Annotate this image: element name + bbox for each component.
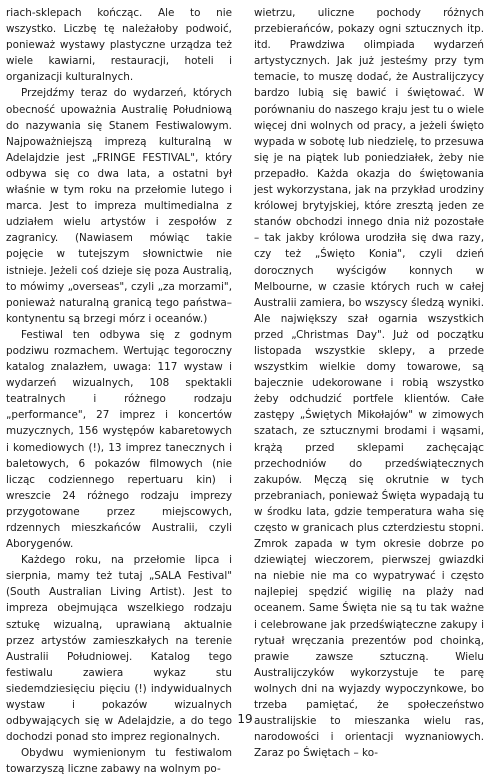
page-number: 19 bbox=[237, 712, 253, 726]
paragraph: Przejdźmy teraz do wydarzeń, których obecność upoważnia Australię Południową do nazywania się Stanem Festiwalowym. Najpoważniejszą imprezą kulturalną w Adelajdzie jest „FRINGE FESTIVAL", który odbywa się co dwa lata, a ostatni był właśnie w tym roku na przełomie lutego i marca. Jest to impreza multimedialna z udziałem wielu artystów i zespołów z zagranicy. (Nawiasem mówiąc takie pojęcie w tutejszym słownictwie nie istnieje. Jeżeli coś dzieje się poza Australią, to mówimy „overseas", czyli „za morzami", ponieważ naturalną granicą tego państwa–kontynentu są brzegi mórz i oceanów.) bbox=[6, 87, 232, 325]
paragraph: riach-sklepach kończąc. Ale to nie wszystko. Liczbę tę należałoby podwoić, ponieważ wystawy plastyczne urządza też wiele kawiarni, restauracji, hoteli i organizacji kulturalnych. bbox=[6, 7, 232, 84]
left-text-column bbox=[6, 5, 232, 778]
paragraph: wietrzu, uliczne pochody różnych przebierańców, pokazy ogni sztucznych itp. itd. Prawdziwa olimpiada wydarzeń artystycznych. Jak już jesteśmy przy tym temacie, to muszę dodać, że Australijczycy bardzo lubią się bawić i świętować. W porównaniu do naszego kraju jest tu o wiele więcej dni wolnych od pracy, a jeżeli święto wypada w sobotę lub niedzielę, to przesuwa się je na piątek lub poniedziałek, żeby nie przepadło. Każda okazja do świętowania jest wykorzystana, jak na przykład urodziny królowej brytyjskiej, które zresztą jeden ze stanów obchodzi innego dnia niż pozostałe – tak jakby królowa urodziła się dwa razy, czy też „Święto Konia", czyli dzień dorocznych wyścigów konnych w Melbourne, w czasie których ruch w całej Australii zamiera, bo wszyscy śledzą wyniki. Ale największy szał ogarnia wszystkich przed „Christmas Day". Już od początku listopada wszystkie sklepy, a przede wszystkim wielkie domy towarowe, są bajecznie udekorowane i robią wszystko żeby odchudzić portfele klientów. Całe zastępy „Świętych Mikołajów" w zimowych szatach, ze sztucznymi brodami i wąsami, krążą przed sklepami zachęcając przechodniów do przedświątecznych zakupów. Męczą się okrutnie w tych przebraniach, ponieważ Święta wypadają tu w środku lata, gdzie temperatura waha się często w granicach plus czterdziestu stopni. Zmrok zapada w tym okresie dobrze po dziewiątej wieczorem, pierwszej gwiazdki na niebie nie ma co wypatrywać i często najlepiej spędzić wigilię na plaży nad oceanem. Same Święta nie są tu tak ważne i celebrowane jak przedświąteczne zakupy i rytuał wręczania prezentów pod choinką, prawie zawsze sztuczną. Wielu Australijczyków wykorzystuje te parę wolnych dni na wyjazdy wypoczynkowe, bo trzeba pamiętać, że społeczeństwo australijskie to mieszanka wielu ras, narodowości i orientacji wyznaniowych. Zaraz po Świętach – ko- bbox=[254, 7, 484, 760]
paragraph: Każdego roku, na przełomie lipca i sierpnia, mamy też tutaj „SALA Festival" (South Australian Living Artist). Jest to impreza obejmująca wszelkiego rodzaju sztukę wizualną, uprawianą aktualnie przez artystów zamieszkałych na terenie Australii Południowej. Katalog tego festiwalu zawiera wykaz stu siedemdziesięciu pięciu (!) indywidualnych wystaw i pokazów wizualnych odbywających się w Adelajdzie, a do tego dochodzi ponad sto imprez regionalnych. bbox=[6, 554, 232, 744]
right-text-column bbox=[254, 5, 484, 761]
paragraph: Festiwal ten odbywa się z godnym podziwu rozmachem. Wertując tegoroczny katalog znalazłem, uwaga: 117 wystaw i wydarzeń wizualnych, 108 spektakli teatralnych i różnego rodzaju „performance", 27 imprez i koncertów muzycznych, 156 występów kabaretowych i komediowych (!), 13 imprez tanecznych i baletowych, 6 pokazów filmowych (nie licząc codziennego repertuaru kin) i wreszcie 24 różnego rodzaju imprezy przygotowane przez miejscowych, rdzennych mieszkańców Australii, czyli Aborygenów. bbox=[6, 328, 232, 551]
paragraph: Obydwu wymienionym tu festiwalom towarzyszą liczne zabawy na wolnym po- bbox=[6, 747, 232, 776]
